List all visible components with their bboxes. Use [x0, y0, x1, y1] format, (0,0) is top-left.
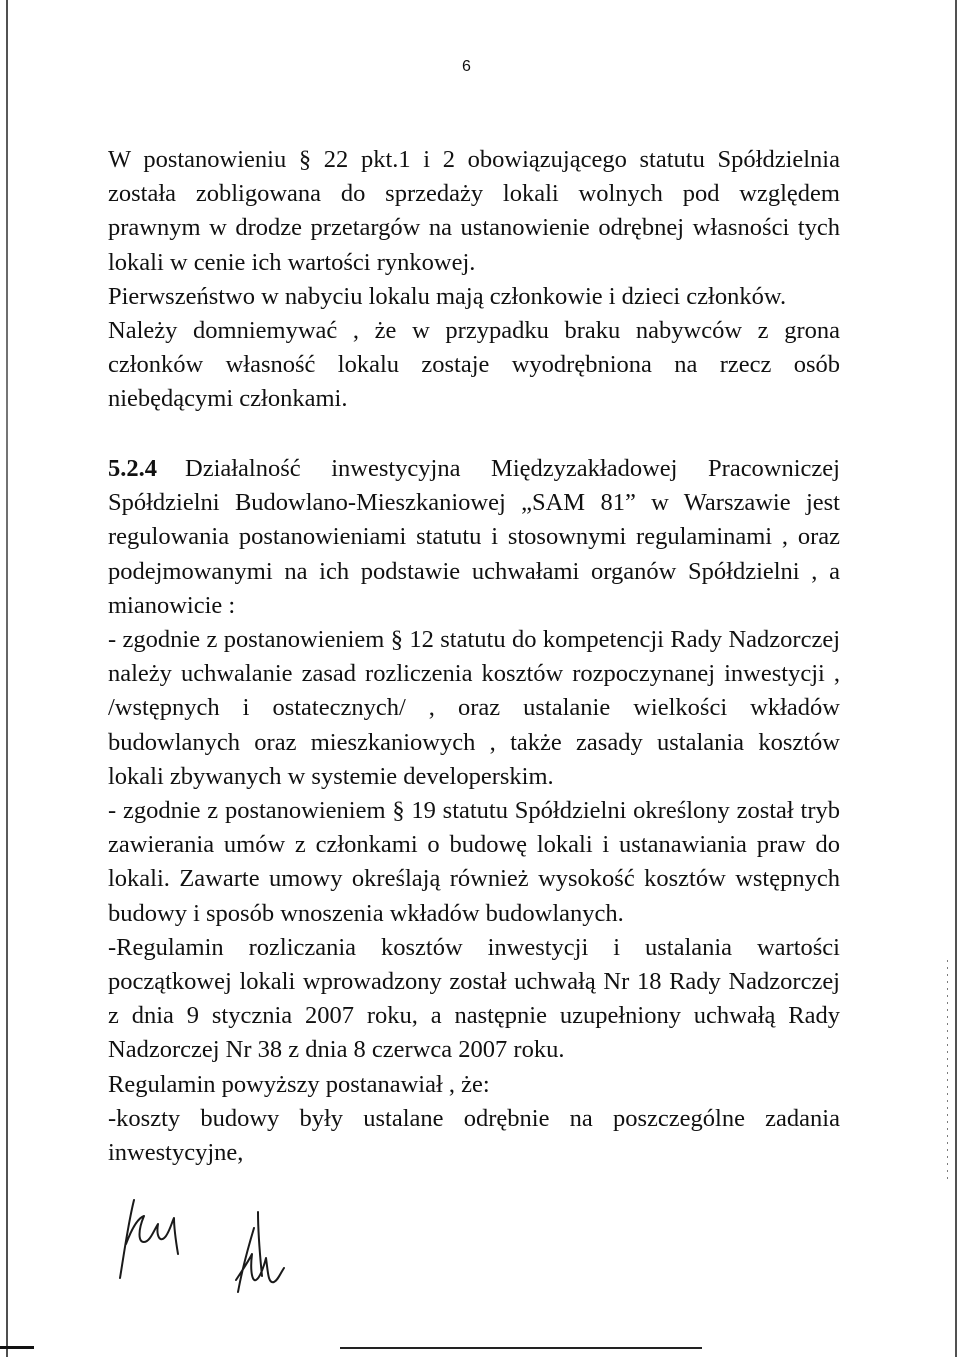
- page-number: 6: [462, 58, 471, 75]
- scan-right-speckle: [947, 960, 948, 1180]
- list-item-regulamin-postanawial: Regulamin powyższy postanawiał , że:: [108, 1070, 490, 1098]
- signature-1: [120, 1200, 178, 1278]
- list-item-paragraph-12: - zgodnie z postanowieniem § 12 statutu do kompetencji Rady Nadzorczej należy uchwalanie zasad rozliczenia kosztów rozpoczynanej inwestycji , /wstępnych i ostatecznych/ , oraz ustalanie wielkości wkładów budowlanych oraz mieszkaniowych , także zasady ustalania kosztów lokali zbywanych w systemie developerskim.: [108, 626, 840, 790]
- scan-right-edge: [955, 0, 957, 1357]
- paragraph-block-1: [108, 143, 840, 417]
- paragraph-domniemanie: Należy domniemywać , że w przypadku braku nabywców z grona członków własność lokalu zostaje wyodrębniona na rzecz osób niebędącymi członkami.: [108, 317, 840, 413]
- handwritten-signatures: [108, 1184, 328, 1304]
- scan-bottom-mark-left: [0, 1346, 34, 1349]
- list-item-paragraph-19: - zgodnie z postanowieniem § 19 statutu Spółdzielni określony został tryb zawierania umów z członkami o budowę lokali i ustanawiania praw do lokali. Zawarte umowy określają również wysokość kosztów wstępnych budowy i sposób wnoszenia wkładów budowlanych.: [108, 797, 840, 927]
- section-intro-text: Działalność inwestycyjna Międzyzakładowej Pracowniczej Spółdzielni Budowlano-Mieszkaniowej „SAM 81” w Warszawie jest regulowania postanowieniami statutu i stosownymi regulaminami , oraz podejmowanymi na ich podstawie uchwałami organów Spółdzielni , a mianowicie :: [108, 455, 840, 619]
- paragraph-przetargi: W postanowieniu § 22 pkt.1 i 2 obowiązującego statutu Spółdzielnia została zobligowana do sprzedaży lokali wolnych pod względem prawnym w drodze przetargów na ustanowienie odrębnej własności tych lokali w cenie ich wartości rynkowej.: [108, 146, 840, 276]
- section-number: 5.2.4: [108, 455, 157, 482]
- scan-left-edge: [6, 0, 8, 1357]
- section-intro-paragraph: [108, 452, 840, 623]
- list-item-koszty-budowy: -koszty budowy były ustalane odrębnie na poszczególne zadania inwestycyjne,: [108, 1104, 840, 1167]
- scan-bottom-line: [340, 1347, 702, 1349]
- list-item-regulamin: -Regulamin rozliczania kosztów inwestycji i ustalania wartości początkowej lokali wprowadzony został uchwałą Nr 18 Rady Nadzorczej z dnia 9 stycznia 2007 roku, a następnie uzupełniony uchwałą Rady Nadzorczej Nr 38 z dnia 8 czerwca 2007 roku.: [108, 933, 840, 1064]
- paragraph-pierwszenstwo: Pierwszeństwo w nabyciu lokalu mają członkowie i dzieci członków.: [108, 282, 787, 310]
- signature-2: [236, 1212, 284, 1292]
- section-5-2-4: [108, 452, 840, 1170]
